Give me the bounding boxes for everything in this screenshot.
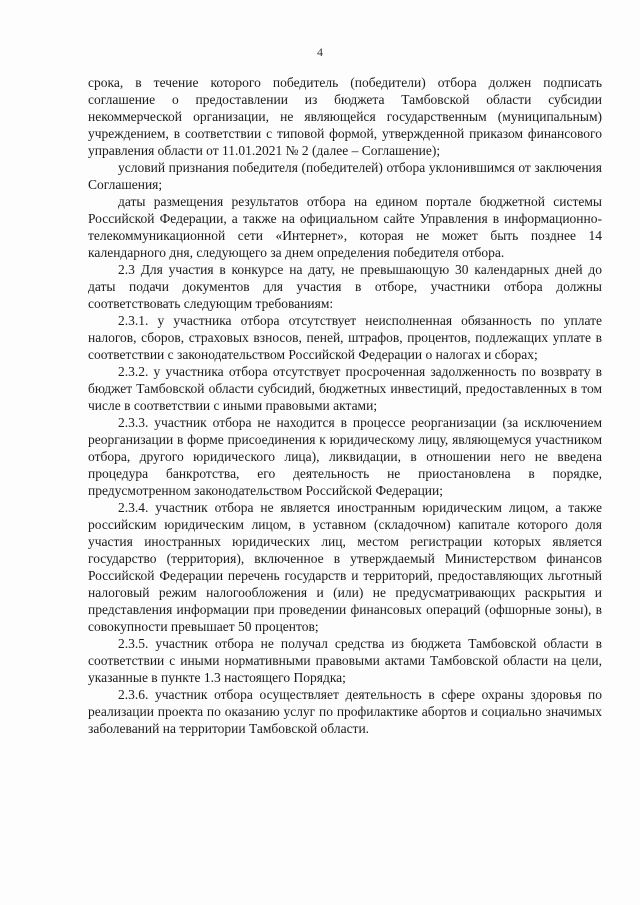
paragraph-signing-deadline: срока, в течение которого победитель (победители) отбора должен подписать соглашение о предоставлении из бюджета Тамбовской области субсидии некоммерческой организации, не являющейся государственным (муниципальным) учреждением, в соответствии с типовой формой, утвержденной приказом финансового управления области от 11.01.2021 № 2 (далее – Соглашение); <box>88 75 602 158</box>
page-number: 4 <box>317 45 323 59</box>
paragraph-2-3-1: 2.3.1. у участника отбора отсутствует неисполненная обязанность по уплате налогов, сборов, страховых взносов, пеней, штрафов, процентов, подлежащих уплате в соответствии с законодательством Российской Федерации о налогах и сборах; <box>88 313 602 362</box>
paragraph-2-3-6: 2.3.6. участник отбора осуществляет деятельность в сфере охраны здоровья по реализации проекта по оказанию услуг по профилактике абортов и социально значимых заболеваний на территории Тамбовской области. <box>88 687 602 736</box>
paragraph-2-3-5: 2.3.5. участник отбора не получал средства из бюджета Тамбовской области в соответствии с иными нормативными правовыми актами Тамбовской области на цели, указанные в пункте 1.3 настоящего Порядка; <box>88 636 602 685</box>
document-body <box>88 74 602 737</box>
paragraph-2-3-4: 2.3.4. участник отбора не является иностранным юридическим лицом, а также российским юридическим лицом, в уставном (складочном) капитале которого доля участия иностранных юридических лиц, местом регистрации которых является государство (территория), включенное в утверждаемый Министерством финансов Российской Федерации перечень государств и территорий, предоставляющих льготный налоговый режим налогообложения и (или) не предусматривающих раскрытия и представления информации при проведении финансовых операций (офшорные зоны), в совокупности превышает 50 процентов; <box>88 500 602 634</box>
paragraph-evasion-conditions: условий признания победителя (победителей) отбора уклонившимся от заключения Соглашения; <box>88 160 602 192</box>
paragraph-2-3-2: 2.3.2. у участника отбора отсутствует просроченная задолженность по возврату в бюджет Тамбовской области субсидий, бюджетных инвестиций, предоставленных в том числе в соответствии с иными правовыми актами; <box>88 364 602 413</box>
paragraph-2-3-3: 2.3.3. участник отбора не находится в процессе реорганизации (за исключением реорганизации в форме присоединения к юридическому лицу, являющемуся участником отбора, другого юридического лица), ликвидации, в отношении него не введена процедура банкротства, его деятельность не приостановлена в порядке, предусмотренном законодательством Российской Федерации; <box>88 415 602 498</box>
paragraph-results-publication: даты размещения результатов отбора на едином портале бюджетной системы Российской Федерации, а также на официальном сайте Управления в информационно-телекоммуникационной сети «Интернет», которая не может быть позднее 14 календарного дня, следующего за днем определения победителя отбора. <box>88 194 602 260</box>
paragraph-2-3-requirements: 2.3 Для участия в конкурсе на дату, не превышающую 30 календарных дней до даты подачи документов для участия в отборе, участники отбора должны соответствовать следующим требованиям: <box>88 262 602 311</box>
